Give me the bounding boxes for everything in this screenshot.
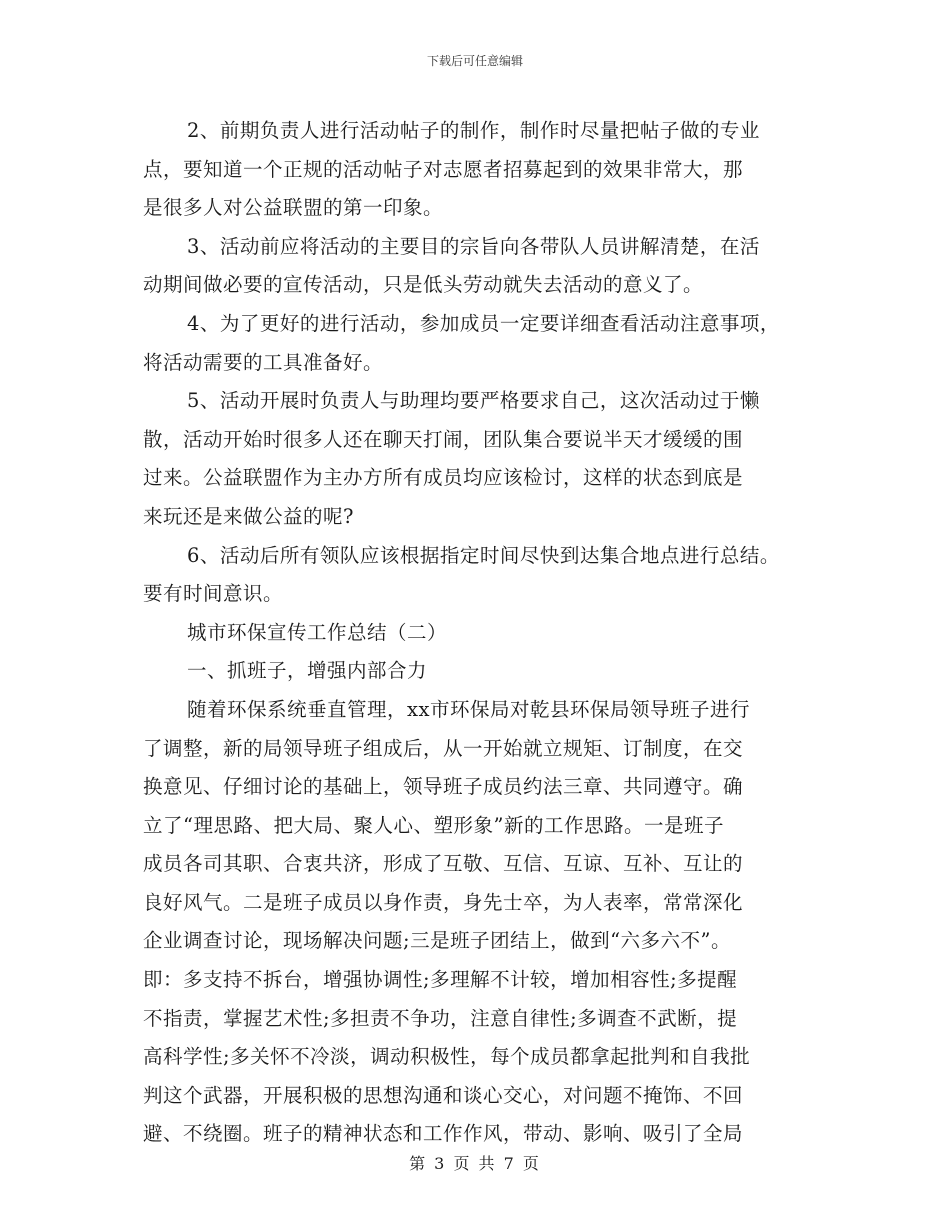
text-line: 不指责，掌握艺术性;多担责不争功，注意自律性;多调查不武断，提	[143, 1006, 738, 1030]
text-line: 散，活动开始时很多人还在聊天打闹，团队集合要说半天才缓缓的围	[143, 427, 744, 451]
text-line: 城市环保宣传工作总结（二）	[187, 620, 448, 644]
text-line: 来玩还是来做公益的呢?	[143, 504, 354, 528]
text-line: 过来。公益联盟作为主办方所有成员均应该检讨，这样的状态到底是	[143, 466, 744, 490]
text-line: 随着环保系统垂直管理，xx市环保局对乾县环保局领导班子进行	[187, 697, 750, 721]
page-header: 下载后可任意编辑	[426, 54, 523, 68]
text-line: 换意见、仔细讨论的基础上，领导班子成员约法三章、共同遵守。确	[143, 775, 744, 799]
text-line: 3、活动前应将活动的主要目的宗旨向各带队人员讲解清楚，在活	[187, 234, 760, 258]
text-line: 将活动需要的工具准备好。	[143, 350, 384, 374]
text-line: 是很多人对公益联盟的第一印象。	[143, 196, 444, 220]
text-line: 了调整，新的局领导班子组成后，从一开始就立规矩、订制度，在交	[143, 736, 744, 760]
text-line: 避、不绕圈。班子的精神状态和工作作风，带动、影响、吸引了全局	[143, 1122, 744, 1146]
text-line: 6、活动后所有领队应该根据指定时间尽快到达集合地点进行总结。	[187, 543, 780, 567]
text-line: 判这个武器，开展积极的思想沟通和谈心交心，对问题不掩饰、不回	[143, 1083, 744, 1107]
text-line: 一、抓班子，增强内部合力	[187, 659, 428, 683]
text-line: 动期间做必要的宣传活动，只是低头劳动就失去活动的意义了。	[143, 273, 704, 297]
text-line: 良好风气。二是班子成员以身作责，身先士卒，为人表率，常常深化	[143, 890, 744, 914]
document-body	[143, 112, 843, 1154]
text-line: 2、前期负责人进行活动帖子的制作，制作时尽量把帖子做的专业	[187, 119, 760, 142]
text-line: 高科学性;多关怀不冷淡，调动积极性，每个成员都拿起批判和自我批	[143, 1045, 751, 1069]
text-line: 即：多支持不拆台，增强协调性;多理解不计较，增加相容性;多提醒	[143, 968, 738, 992]
text-line: 点，要知道一个正规的活动帖子对志愿者招募起到的效果非常大，那	[143, 157, 744, 181]
text-line: 成员各司其职、合衷共济，形成了互敬、互信、互谅、互补、互让的	[143, 852, 744, 876]
text-line: 4、为了更好的进行活动，参加成员一定要详细查看活动注意事项，	[187, 311, 780, 335]
text-line: 立了“理思路、把大局、聚人心、塑形象”新的工作思路。一是班子	[143, 813, 724, 837]
text-line: 要有时间意识。	[143, 582, 284, 606]
page-footer: 第 3 页 共 7 页	[409, 1154, 541, 1173]
text-line: 5、活动开展时负责人与助理均要严格要求自己，这次活动过于懒	[187, 389, 760, 413]
text-line: 企业调查讨论，现场解决问题;三是班子团结上，做到“六多六不”。	[143, 929, 732, 953]
